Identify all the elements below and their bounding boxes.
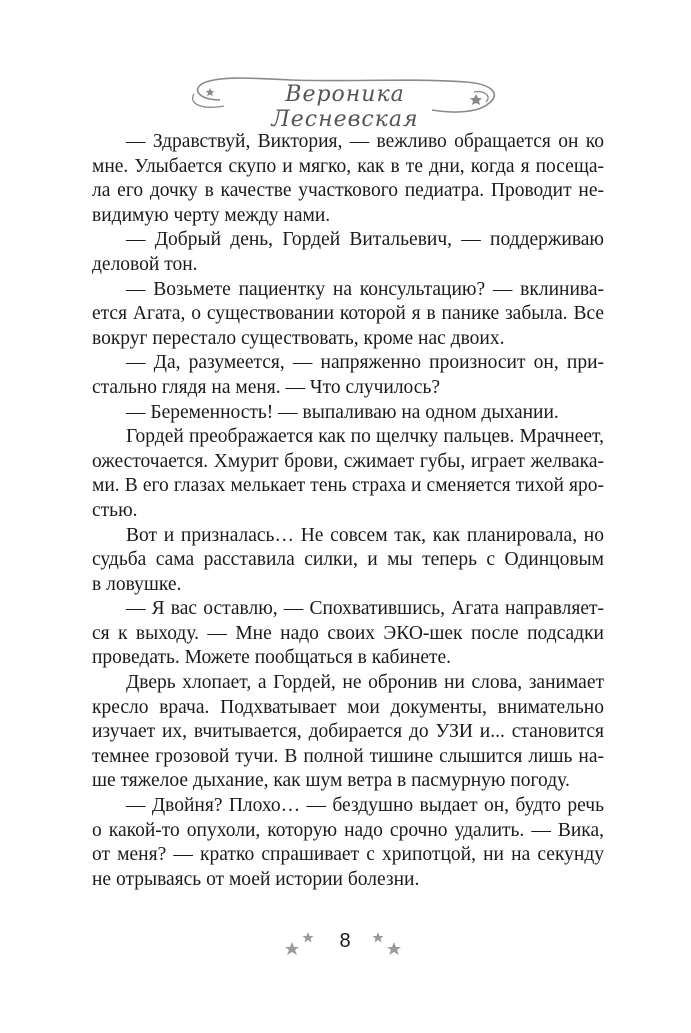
text-line: ся к выходу. — Мне надо своих ЭКО-шек после подсадки <box>92 622 604 644</box>
text-line: — Беременность! — выпаливаю на одном дыхании. <box>126 401 559 423</box>
text-line: вокруг перестало существовать, кроме нас двоих. <box>92 327 505 349</box>
text-line: деловой тон. <box>92 253 198 275</box>
text-line: стью. <box>92 499 138 521</box>
text-line: — Здравствуй, Виктория, — вежливо обращается он ко <box>126 131 604 152</box>
text-line: Гордей преображается как по щелчку пальцев. Мрачнеет, <box>126 426 604 448</box>
text-line: — Добрый день, Гордей Витальевич, — поддерживаю <box>126 229 604 251</box>
text-line: — Возьмете пациентку на консультацию? — вклинива- <box>126 278 604 300</box>
text-line: проведать. Можете пообщаться в кабинете. <box>92 647 452 669</box>
text-line: Вот и призналась… Не совсем так, как планировала, но <box>126 524 604 546</box>
header-star-icon <box>206 88 215 96</box>
text-line: изучает их, вчитывается, добирается до УЗИ и... становится <box>92 721 604 743</box>
text-line: мне. Улыбается скупо и мягко, как в те дни, когда я посеща- <box>92 155 604 177</box>
running-header <box>180 70 510 132</box>
text-line: темнее грозовой тучи. В полной тишине слышится лишь на- <box>92 745 604 767</box>
header-star-icon <box>470 94 482 105</box>
author-name: Вероника Лесневская <box>271 82 419 132</box>
text-line: стально глядя на меня. — Что случилось? <box>92 376 441 398</box>
page-footer <box>270 920 420 970</box>
text-line: ожесточается. Хмурит брови, сжимает губы, играет желвака- <box>92 450 604 472</box>
text-line: не отрываясь от моей истории болезни. <box>92 868 420 890</box>
text-line: ется Агата, о существовании которой я в панике забыла. Все <box>92 303 604 325</box>
text-line: — Да, разумеется, — напряженно произносит он, при- <box>126 352 604 374</box>
text-line: ла его дочку в качестве участкового педиатра. Проводит не- <box>92 180 604 202</box>
text-line: ми. В его глазах мелькает тень страха и сменяется тихой яро- <box>92 475 604 497</box>
text-line: судьба сама расставила силки, и мы теперь с Одинцовым <box>92 549 604 571</box>
text-line: о какой-то опухоли, которую надо срочно удалить. — Вика, <box>92 819 604 841</box>
text-line: — Я вас оставлю, — Спохватившись, Агата направляет- <box>126 598 604 620</box>
text-line: — Двойня? Плохо… — бездушно выдает он, будто речь <box>126 795 604 817</box>
text-line: ше тяжелое дыхание, как шум ветра в пасмурную погоду. <box>92 770 570 792</box>
text-line: видимую черту между нами. <box>92 204 331 226</box>
body-text <box>92 130 604 892</box>
page-number: 8 <box>339 930 351 952</box>
text-line: от меня? — кратко спрашивает с хрипотцой, ни на секунду <box>92 844 604 866</box>
text-line: кресло врача. Подхватывает мои документы, внимательно <box>92 696 604 718</box>
text-line: Дверь хлопает, а Гордей, не обронив ни слова, занимает <box>126 672 604 694</box>
text-line: в ловушке. <box>92 573 182 595</box>
